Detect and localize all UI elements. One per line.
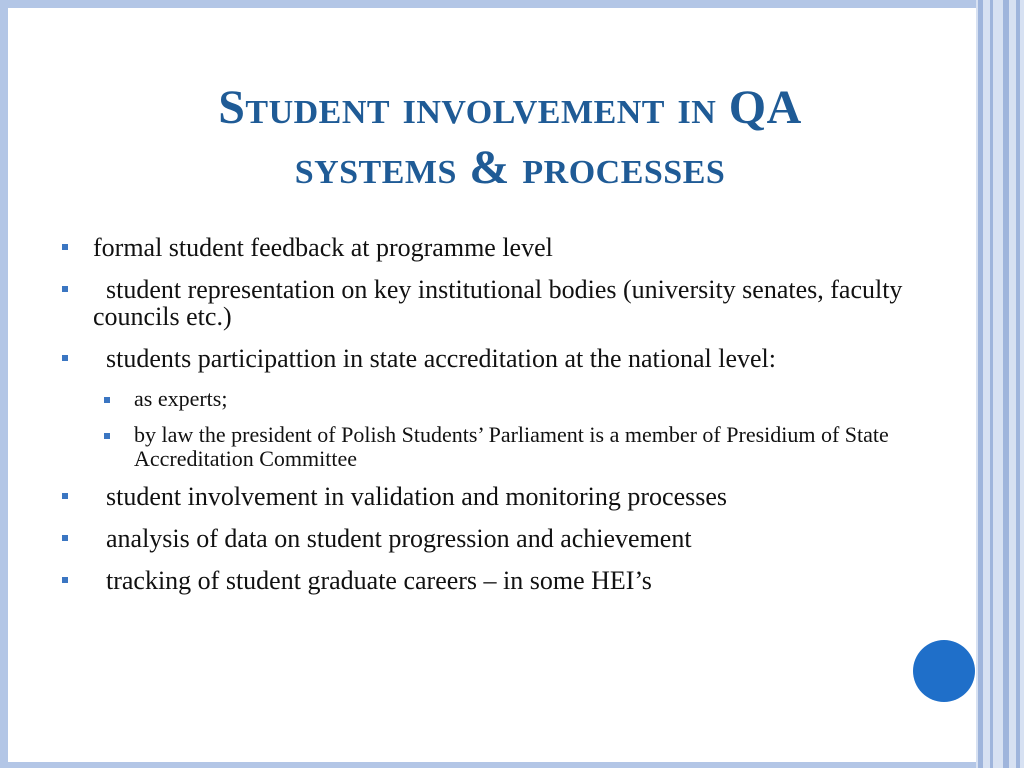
sub-list-item <box>58 423 938 471</box>
list-item <box>58 345 938 372</box>
square-bullet-icon <box>104 397 110 403</box>
list-item-text: analysis of data on student progression and achievement <box>93 524 692 553</box>
square-bullet-icon <box>62 355 68 361</box>
square-bullet-icon <box>62 286 68 292</box>
square-bullet-icon <box>104 433 110 439</box>
sub-list-item <box>58 387 938 411</box>
band-stripe <box>978 0 983 768</box>
list-item-text: as experts; <box>134 386 228 411</box>
list-item-text: student involvement in validation and monitoring processes <box>93 482 728 511</box>
square-bullet-icon <box>62 244 68 250</box>
square-bullet-icon <box>62 535 68 541</box>
list-item-text: by law the president of Polish Students’ Parliament is a member of Presidium of State Accreditation Committee <box>134 422 889 471</box>
list-item-text: tracking of student graduate careers – in some HEI’s <box>93 566 652 595</box>
bullet-list <box>58 234 938 609</box>
decorative-circle-icon <box>913 640 975 702</box>
list-item <box>58 525 938 552</box>
band-stripe <box>990 0 993 768</box>
list-item <box>58 567 938 594</box>
list-item <box>58 234 938 261</box>
list-item-text: students participattion in state accreditation at the national level: <box>93 344 776 373</box>
title-line-1: Student involvement in QA <box>218 81 802 134</box>
list-item <box>58 276 938 330</box>
title-line-2: systems & processes <box>294 141 726 194</box>
list-item-text: formal student feedback at programme level <box>93 233 553 262</box>
band-stripe <box>1003 0 1009 768</box>
square-bullet-icon <box>62 493 68 499</box>
square-bullet-icon <box>62 577 68 583</box>
slide-title <box>70 78 950 198</box>
list-item-text: student representation on key institutional bodies (university senates, faculty councils etc.) <box>93 275 909 331</box>
band-stripe <box>1016 0 1020 768</box>
list-item <box>58 483 938 510</box>
right-decorative-band <box>976 0 1024 768</box>
